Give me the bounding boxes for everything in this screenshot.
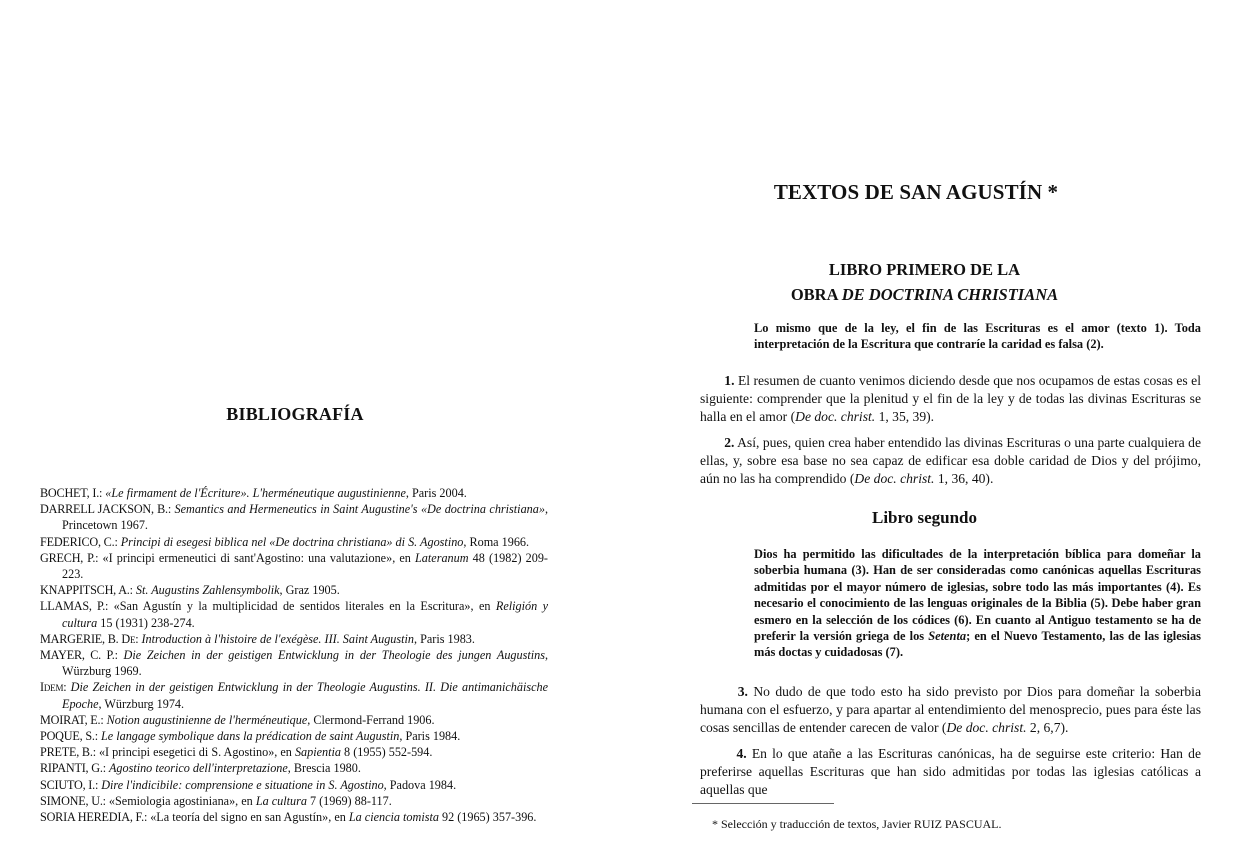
entry-author: DARRELL JACKSON, B.: [40, 502, 172, 517]
entry-title: Religión y cultura [62, 599, 548, 630]
citation: De doc. christ. [795, 409, 876, 425]
entry-author: RIPANTI, G.: [40, 761, 106, 776]
paragraph-3 [700, 683, 1201, 738]
entry-rest: , Paris 1984. [399, 729, 461, 744]
left-page [0, 0, 600, 855]
book1-title [616, 257, 1233, 307]
entry-lead: «Semiologia agostiniana», en [105, 793, 256, 808]
entry-author: FEDERICO, C.: [40, 534, 118, 549]
entry-lead: «I principi ermeneutici di sant'Agostino: una valutazione», en [98, 550, 416, 565]
paragraph-number: 1. [724, 373, 735, 388]
entry-author: KNAPPITSCH, A.: [40, 583, 133, 598]
entry-author: GRECH, P.: [40, 550, 99, 565]
entry-rest: , Princetown 1967. [62, 502, 548, 533]
paragraph-number: 2. [724, 435, 735, 450]
citation-tail: 1, 35, 39). [875, 409, 935, 425]
entry-title: Die Zeichen in der geistigen Entwicklung in der Theologie Augustins. II. Die antimanichäische Epoche [62, 680, 549, 711]
entry-title: La cultura [255, 793, 307, 808]
bibliography-entry [40, 793, 548, 809]
entry-title: Lateranum [415, 550, 469, 565]
entry-lead: «I principi esegetici di S. Agostino», en [95, 745, 295, 760]
bibliography-entry [40, 534, 548, 550]
bibliography-entry [40, 809, 548, 825]
bibliography-entry [40, 760, 548, 776]
book2-title: Libro segundo [871, 508, 978, 527]
right-page [616, 0, 1233, 855]
entry-title: Notion augustinienne de l'herméneutique [106, 712, 308, 727]
bibliography-entry [40, 712, 548, 728]
entry-author: BOCHET, I.: [40, 486, 103, 500]
footnote: * Selección y traducción de textos, Javier RUIZ PASCUAL. [712, 817, 1002, 831]
bibliography-entry [40, 485, 548, 501]
entry-author: SORIA HEREDIA, F.: [40, 810, 148, 825]
citation-tail: 2, 6,7). [1026, 720, 1069, 736]
entry-author: MARGERIE, B. De: [40, 631, 139, 646]
entry-title: Sapientia [294, 745, 341, 760]
book1-title-line1: LIBRO PRIMERO DE LA [828, 260, 1021, 279]
entry-title: La ciencia tomista [348, 810, 439, 825]
summary-text: Dios ha permitido las dificultades de la interpretación bíblica para domeñar la soberbia humana (3). Han de ser consideradas como canónicas aquellas Escrituras admitidas por el mayor número de iglesias, sobre todo las más importantes (4). Es necesario el conocimiento de las lenguas originales de la Biblia (5). Debe haber gran esmero en la selección de los códices (6). En cuanto al Antiguo testamento se ha de preferir la versión griega de los [754, 547, 1201, 644]
entry-title: «Le firmament de l'Écriture». L'herméneutique augustinienne [105, 486, 406, 500]
entry-rest: , Roma 1966. [463, 534, 530, 549]
bibliography-entry [40, 728, 548, 744]
bibliography-list [40, 485, 548, 825]
entry-rest: , Paris 2004. [405, 486, 467, 500]
entry-lead: «La teoría del signo en san Agustín», en [147, 810, 349, 825]
paragraph-text: Así, pues, quien crea haber entendido las divinas Escrituras o una parte cualquiera de ellas, y, sobre esa base no sea capaz de edificar esa doble caridad de Dios y del prójimo, aún no las ha comprendido ( [700, 435, 1201, 487]
entry-rest: , Würzburg 1974. [98, 696, 185, 711]
entry-rest: , Padova 1984. [383, 777, 457, 792]
bibliography-entry [40, 631, 548, 647]
bibliography-entry [40, 679, 548, 711]
entry-rest: 7 (1969) 88-117. [306, 793, 392, 808]
entry-rest: , Würzburg 1969. [62, 648, 549, 679]
bibliography-entry [40, 598, 548, 630]
entry-title: Agostino teorico dell'interpretazione [108, 761, 288, 776]
paragraph-number: 3. [737, 684, 748, 699]
paragraph-2 [700, 434, 1201, 489]
book1-summary: Lo mismo que de la ley, el fin de las Escrituras es el amor (texto 1). Toda interpretación de la Escritura que contraríe la caridad es falsa (2). [754, 321, 1201, 352]
entry-rest: 15 (1931) 238-274. [97, 615, 195, 630]
footnote-divider [692, 803, 834, 804]
citation: De doc. christ. [946, 720, 1027, 736]
book1-title-prefix: OBRA [790, 285, 842, 304]
main-title: TEXTOS DE SAN AGUSTÍN * [773, 180, 1059, 204]
book1-title-italic: DE DOCTRINA CHRISTIANA [841, 285, 1059, 304]
entry-author: SIMONE, U.: [40, 793, 106, 808]
entry-rest: , Clermond-Ferrand 1906. [307, 712, 435, 727]
entry-title: St. Augustins Zahlensymbolik [135, 583, 280, 598]
paragraph-text: En lo que atañe a las Escrituras canónicas, ha de seguirse este criterio: Han de preferirse aquellas Escrituras que han sido admitidas por todas las iglesias católicas a aquellas que [700, 746, 1201, 798]
paragraph-text: El resumen de cuanto venimos diciendo desde que nos ocupamos de estas cosas es el siguiente: comprender que la plenitud y el fin de la ley y de todas las divinas Escrituras se halla en el amor ( [700, 373, 1201, 425]
bibliography-entry [40, 777, 548, 793]
entry-author: MAYER, C. P.: [40, 648, 118, 663]
entry-title: Principi di esegesi biblica nel «De doctrina christiana» di S. Agostino [120, 534, 464, 549]
entry-rest: , Paris 1983. [414, 631, 475, 646]
entry-rest: 48 (1982) 209-223. [62, 550, 548, 582]
entry-title: Dire l'indicibile: comprensione e situatione in S. Agostino [101, 777, 384, 792]
bibliography-heading: BIBLIOGRAFÍA [226, 404, 364, 424]
entry-title: Semantics and Hermeneutics in Saint Augustine's «De doctrina christiana» [174, 502, 545, 517]
bibliography-entry [40, 501, 548, 533]
paragraph-number: 4. [736, 746, 747, 761]
book1-title-line2 [616, 282, 1233, 307]
entry-author: POQUE, S.: [40, 729, 98, 744]
summary-text-tail: ; en el Nuevo Testamento, las de las iglesias más doctas y cuidadosas (7). [754, 629, 1201, 660]
entry-title: Le langage symbolique dans la prédication de saint Augustin [100, 729, 400, 744]
entry-title: Introduction à l'histoire de l'exégèse. III. Saint Augustin [141, 631, 414, 646]
bibliography-entry [40, 582, 548, 598]
paragraph-4 [700, 745, 1201, 798]
entry-lead: «San Agustín y la multiplicidad de sentidos literales en la Escritura», en [108, 599, 496, 614]
citation: De doc. christ. [854, 471, 935, 487]
book2-summary [754, 546, 1201, 661]
entry-rest: 92 (1965) 357-396. [438, 810, 537, 825]
bibliography-entry [40, 550, 548, 582]
entry-author: MOIRAT, E.: [40, 712, 104, 727]
bibliography-entry [40, 647, 548, 679]
citation-tail: 1, 36, 40). [934, 471, 994, 487]
entry-author: Idem: [40, 680, 67, 695]
bibliography-entry [40, 744, 548, 760]
entry-rest: 8 (1955) 552-594. [341, 745, 433, 760]
summary-italic: Setenta [928, 629, 967, 644]
entry-rest: , Graz 1905. [279, 583, 340, 598]
entry-author: LLAMAS, P.: [40, 599, 109, 614]
entry-author: SCIUTO, I.: [40, 777, 99, 792]
entry-title: Die Zeichen in der geistigen Entwicklung in der Theologie des jungen Augustins [123, 648, 545, 663]
paragraph-1 [700, 372, 1201, 427]
paragraph-text: No dudo de que todo esto ha sido previsto por Dios para domeñar la soberbia humana con el esfuerzo, y para apartar al entendimiento del menosprecio, pues para éste las cosas sencillas de entender carecen de valor ( [700, 684, 1201, 736]
entry-author: PRETE, B.: [40, 745, 96, 760]
entry-rest: , Brescia 1980. [287, 761, 361, 776]
